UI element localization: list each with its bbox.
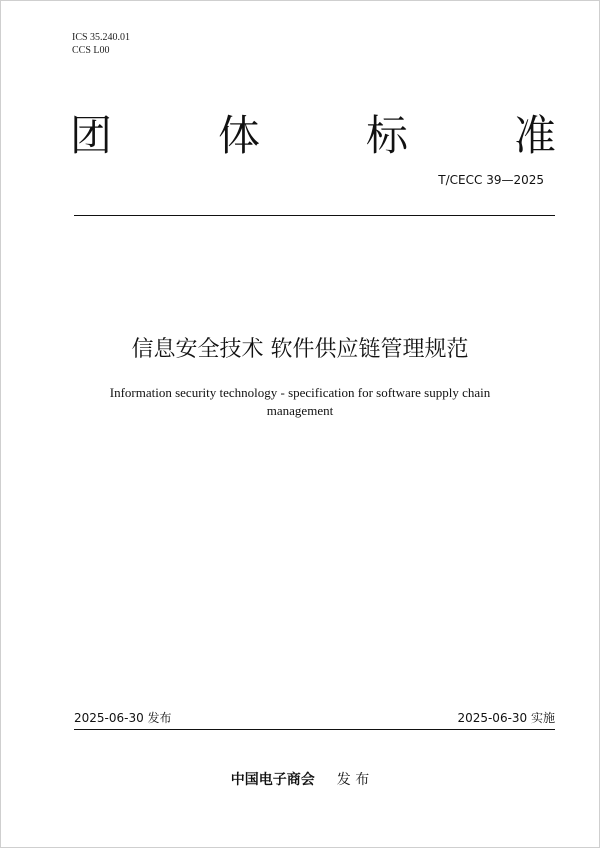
dates-row: [74, 709, 555, 727]
ics-code: ICS 35.240.01: [72, 32, 131, 43]
standard-type-char: 准: [513, 111, 556, 160]
standard-type-heading: [70, 108, 556, 164]
publisher-line: [0, 770, 600, 790]
ccs-code: CCS L00: [72, 45, 110, 56]
document-title-chinese: 信息安全技术 软件供应链管理规范: [131, 337, 469, 362]
publish-label: 发 布: [336, 772, 370, 788]
issue-date: 2025-06-30 发布: [74, 711, 172, 725]
document-title-english: Information security technology - specification for software supply chain management: [109, 385, 491, 418]
implementation-date: 2025-06-30 实施: [457, 711, 555, 725]
standard-type-char: 标: [365, 111, 408, 160]
standard-number: T/CECC 39—2025: [438, 173, 544, 187]
standard-type-char: 团: [70, 111, 113, 160]
top-divider: [74, 215, 555, 216]
publisher-organization: 中国电子商会: [230, 772, 315, 788]
bottom-divider: [74, 729, 555, 730]
classification-codes: [72, 31, 130, 57]
standard-type-char: 体: [217, 111, 260, 160]
